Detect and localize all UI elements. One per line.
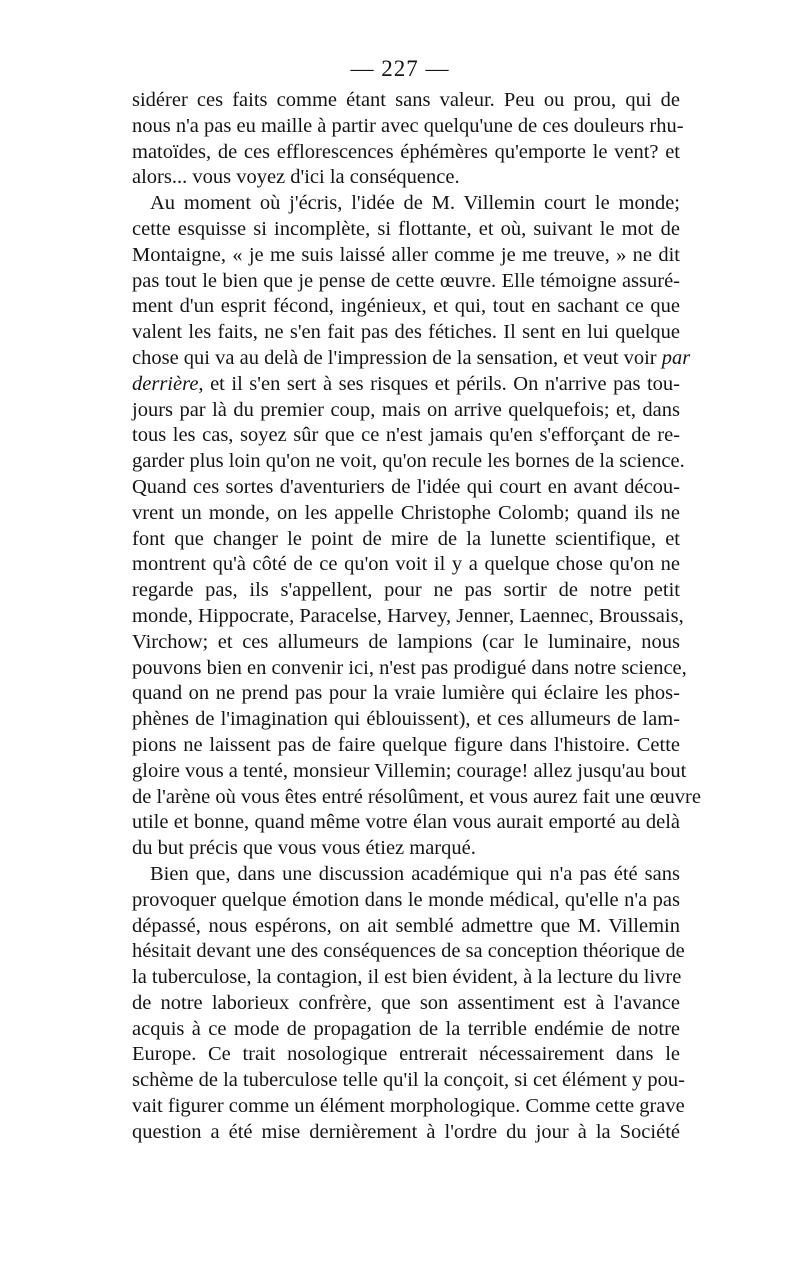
text-line: cette esquisse si incomplète, si flottante, et où, suivant le mot de (132, 217, 680, 240)
text-line: alors... vous voyez d'ici la conséquence. (132, 166, 460, 189)
text-line: garder plus loin qu'on ne voit, qu'on recule les bornes de la science. (132, 450, 685, 473)
text-line: regarde pas, ils s'appellent, pour ne pas sortir de notre petit (132, 579, 680, 602)
text-line: question a été mise dernièrement à l'ordre du jour à la Société (132, 1120, 680, 1143)
italic-fragment: par (661, 346, 691, 369)
text-line: Quand ces sortes d'aventuriers de l'idée qui court en avant décou- (132, 475, 680, 498)
text-line: sidérer ces faits comme étant sans valeur. Peu ou prou, qui de (132, 89, 680, 111)
text-line: schème de la tuberculose telle qu'il la conçoit, si cet élément y pou- (132, 1069, 686, 1092)
text-line: tous les cas, soyez sûr que ce n'est jamais qu'en s'efforçant de re- (132, 424, 680, 447)
text-line: pouvons bien en convenir ici, n'est pas prodigué dans notre science, (132, 656, 687, 679)
text-line: vait figurer comme un élément morphologique. Comme cette grave (132, 1095, 685, 1118)
text-line: provoquer quelque émotion dans le monde médical, qu'elle n'a pas (132, 888, 680, 911)
text-line: phènes de l'imagination qui éblouissent), et ces allumeurs de lam- (132, 708, 680, 731)
text-line: vrent un monde, on les appelle Christophe Colomb; quand ils ne (132, 501, 680, 524)
text-line (132, 346, 691, 372)
text-line: nous n'a pas eu maille à partir avec quelqu'une de ces douleurs rhu- (132, 114, 684, 137)
text-line: pas tout le bien que je pense de cette œuvre. Elle témoigne assuré- (132, 269, 680, 292)
text-line: matoïdes, de ces efflorescences éphémères qu'emporte le vent? et (132, 140, 680, 163)
text-line: font que changer le point de mire de la lunette scientifique, et (132, 527, 680, 550)
page-number: — 227 — (350, 56, 450, 81)
text-line: dépassé, nous espérons, on ait semblé admettre que M. Villemin (132, 914, 680, 937)
italic-fragment: derrière (132, 372, 199, 395)
text-line: gloire vous a tenté, monsieur Villemin; courage! allez jusqu'au bout (132, 759, 687, 782)
paragraph-2 (132, 191, 701, 862)
text-line: Montaigne, « je me suis laissé aller comme je me treuve, » ne dit (132, 243, 680, 266)
text-line: ment d'un esprit fécond, ingénieux, et qui, tout en sachant ce que (132, 295, 680, 318)
text-line: hésitait devant une des conséquences de sa conception théorique de (132, 940, 685, 963)
text-line: jours par là du premier coup, mais on arrive quelquefois; et, dans (132, 398, 680, 421)
text-line: acquis à ce mode de propagation de la terrible endémie de notre (132, 1017, 680, 1040)
text-line: pions ne laissent pas de faire quelque figure dans l'histoire. Cette (132, 733, 680, 756)
text-line: du but précis que vous vous étiez marqué. (132, 837, 476, 860)
text-line: Virchow; et ces allumeurs de lampions (car le luminaire, nous (132, 630, 680, 653)
body-text (132, 88, 701, 1146)
text-line: monde, Hippocrate, Paracelse, Harvey, Jenner, Laennec, Broussais, (132, 604, 684, 627)
text-line: de notre laborieux confrère, que son assentiment est à l'avance (132, 991, 680, 1014)
paragraph-3 (132, 862, 686, 1146)
text-line: Europe. Ce trait nosologique entrerait nécessairement dans le (132, 1043, 680, 1066)
text-line: Au moment où j'écris, l'idée de M. Villemin court le monde; (150, 192, 680, 215)
text-line: quand on ne prend pas pour la vraie lumière qui éclaire les phos- (132, 682, 680, 705)
text-line: Bien que, dans une discussion académique qui n'a pas été sans (150, 862, 680, 885)
paragraph-1 (132, 88, 684, 191)
text-line: valent les faits, ne s'en fait pas des fétiches. Il sent en lui quelque (132, 321, 680, 344)
text-fragment: chose qui va au delà de l'impression de la sensation, et veut voir (132, 346, 657, 369)
text-line (132, 372, 680, 398)
text-line: la tuberculose, la contagion, il est bien évident, à la lecture du livre (132, 966, 682, 989)
text-line: utile et bonne, quand même votre élan vous aurait emporté au delà (132, 811, 680, 834)
text-line: de l'arène où vous êtes entré résolûment, et vous aurez fait une œuvre (132, 785, 701, 808)
text-line: montrent qu'à côté de ce qu'on voit il y a quelque chose qu'on ne (132, 553, 680, 576)
text-fragment: , et il s'en sert à ses risques et périls. On n'arrive pas tou- (198, 372, 680, 395)
